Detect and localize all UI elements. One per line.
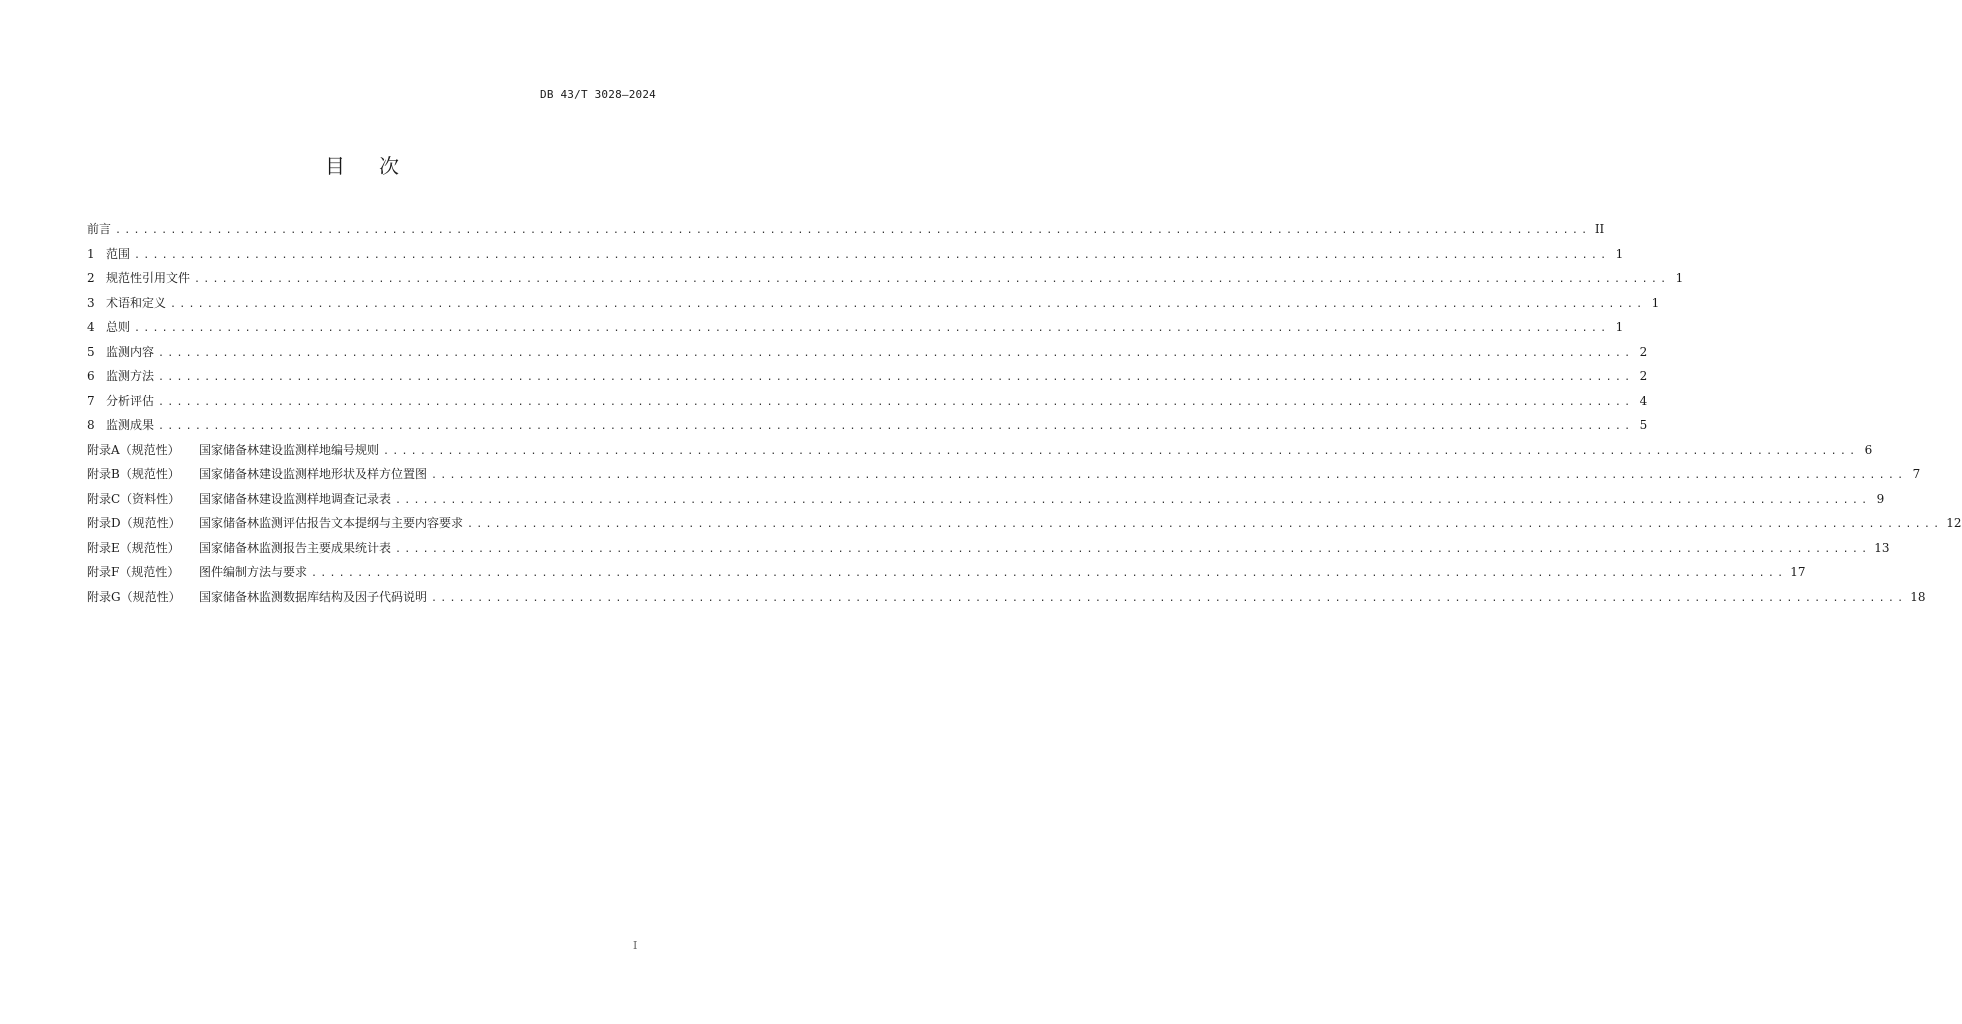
toc-entry-page: 9 xyxy=(1876,491,1885,506)
toc-appendix-entry[interactable] xyxy=(87,536,1890,561)
dot-leader: ................................................................................................................................................................ xyxy=(134,249,1610,261)
toc-entry-page: II xyxy=(1594,222,1605,236)
toc-entry-label: 国家储备林监测报告主要成果统计表 xyxy=(199,540,392,555)
toc-entry-number: 1 xyxy=(87,246,95,261)
toc-entry-label: 术语和定义 xyxy=(106,295,167,310)
toc-entry-page: 1 xyxy=(1615,320,1624,334)
toc-entry-label: 规范性引用文件 xyxy=(106,271,191,285)
dot-leader: ................................................................................................................................................................ xyxy=(158,347,1634,359)
appendix-prefix: 附录B（规范性） xyxy=(87,467,180,481)
toc-entry-page: 1 xyxy=(1615,246,1624,261)
toc-entry[interactable] xyxy=(87,364,1648,389)
toc-appendix-entry[interactable] xyxy=(87,438,1873,463)
toc-entry-page: 1 xyxy=(1675,271,1684,285)
toc-entry-number: 3 xyxy=(87,295,95,310)
toc-entry-label: 监测方法 xyxy=(106,369,155,383)
toc-entry-label: 图件编制方法与要求 xyxy=(199,565,308,579)
toc-appendix-entry[interactable] xyxy=(87,511,1962,536)
toc-entry-label: 监测内容 xyxy=(106,344,155,359)
toc-entry-page: 6 xyxy=(1864,442,1873,457)
appendix-prefix: 附录G（规范性） xyxy=(87,589,181,604)
toc-entry-page: 2 xyxy=(1639,369,1648,383)
toc-entry-page: 2 xyxy=(1639,344,1648,359)
toc-entry-label: 总则 xyxy=(106,320,131,334)
appendix-prefix: 附录A（规范性） xyxy=(87,442,180,457)
toc-entry-label: 国家储备林监测评估报告文本提纲与主要内容要求 xyxy=(199,516,464,530)
dot-leader: ................................................................................................................................................................ xyxy=(395,543,1871,555)
toc-entry-page: 13 xyxy=(1874,540,1890,555)
toc-entry-page: 18 xyxy=(1910,589,1926,604)
appendix-prefix: 附录E（规范性） xyxy=(87,540,180,555)
dot-leader: ................................................................................................................................................................ xyxy=(194,274,1670,285)
dot-leader: ................................................................................................................................................................ xyxy=(158,396,1634,408)
toc-entry-label: 国家储备林监测数据库结构及因子代码说明 xyxy=(199,589,428,604)
dot-leader: ................................................................................................................................................................ xyxy=(431,592,1907,604)
toc-entry-number: 6 xyxy=(87,369,95,383)
toc-entry-page: 4 xyxy=(1639,393,1648,408)
toc-entry-number: 7 xyxy=(87,393,95,408)
toc-entry[interactable] xyxy=(87,242,1624,267)
toc-entry-label: 分析评估 xyxy=(106,393,155,408)
toc-entry-number: 2 xyxy=(87,271,95,285)
toc-entry-label: 前言 xyxy=(87,222,112,236)
page-number: I xyxy=(633,939,638,952)
toc-entry[interactable] xyxy=(87,315,1624,340)
toc-entry[interactable] xyxy=(87,217,1605,242)
dot-leader: ................................................................................................................................................................ xyxy=(158,421,1634,432)
toc-title xyxy=(0,152,724,180)
dot-leader: ................................................................................................................................................................ xyxy=(115,225,1591,236)
toc-appendix-entry[interactable] xyxy=(87,585,1926,610)
table-of-contents xyxy=(87,217,1962,609)
toc-entry-page: 7 xyxy=(1912,467,1921,481)
toc-entry-number: 5 xyxy=(87,344,95,359)
toc-entry-label: 国家储备林建设监测样地形状及样方位置图 xyxy=(199,467,428,481)
dot-leader: ................................................................................................................................................................ xyxy=(311,568,1787,579)
toc-appendix-entry[interactable] xyxy=(87,487,1885,512)
toc-entry-label: 国家储备林建设监测样地调查记录表 xyxy=(199,491,392,506)
toc-entry-label: 监测成果 xyxy=(106,418,155,432)
appendix-prefix: 附录F（规范性） xyxy=(87,565,180,579)
toc-entry-page: 17 xyxy=(1790,565,1806,579)
toc-entry[interactable] xyxy=(87,291,1660,316)
dot-leader: ................................................................................................................................................................ xyxy=(170,298,1646,310)
toc-entry[interactable] xyxy=(87,340,1648,365)
toc-appendix-entry[interactable] xyxy=(87,560,1806,585)
toc-appendix-entry[interactable] xyxy=(87,462,1921,487)
dot-leader: ................................................................................................................................................................ xyxy=(158,372,1634,383)
toc-entry-page: 5 xyxy=(1639,418,1648,432)
toc-entry[interactable] xyxy=(87,413,1648,438)
toc-entry-label: 范围 xyxy=(106,246,131,261)
dot-leader: ................................................................................................................................................................ xyxy=(134,323,1610,334)
dot-leader: ................................................................................................................................................................ xyxy=(383,445,1859,457)
toc-title-char-1: 目 xyxy=(325,154,345,178)
dot-leader: ................................................................................................................................................................ xyxy=(467,519,1943,530)
toc-entry[interactable] xyxy=(87,266,1684,291)
toc-entry-label: 国家储备林建设监测样地编号规则 xyxy=(199,442,380,457)
dot-leader: ................................................................................................................................................................ xyxy=(431,470,1907,481)
appendix-prefix: 附录D（规范性） xyxy=(87,516,181,530)
toc-title-char-2: 次 xyxy=(379,154,399,178)
dot-leader: ................................................................................................................................................................ xyxy=(395,494,1871,506)
toc-entry-page: 1 xyxy=(1651,295,1660,310)
toc-entry[interactable] xyxy=(87,389,1648,414)
document-code: DB 43/T 3028—2024 xyxy=(540,88,656,101)
toc-entry-page: 12 xyxy=(1946,516,1962,530)
appendix-prefix: 附录C（资料性） xyxy=(87,491,181,506)
toc-entry-number: 4 xyxy=(87,320,95,334)
toc-entry-number: 8 xyxy=(87,418,95,432)
